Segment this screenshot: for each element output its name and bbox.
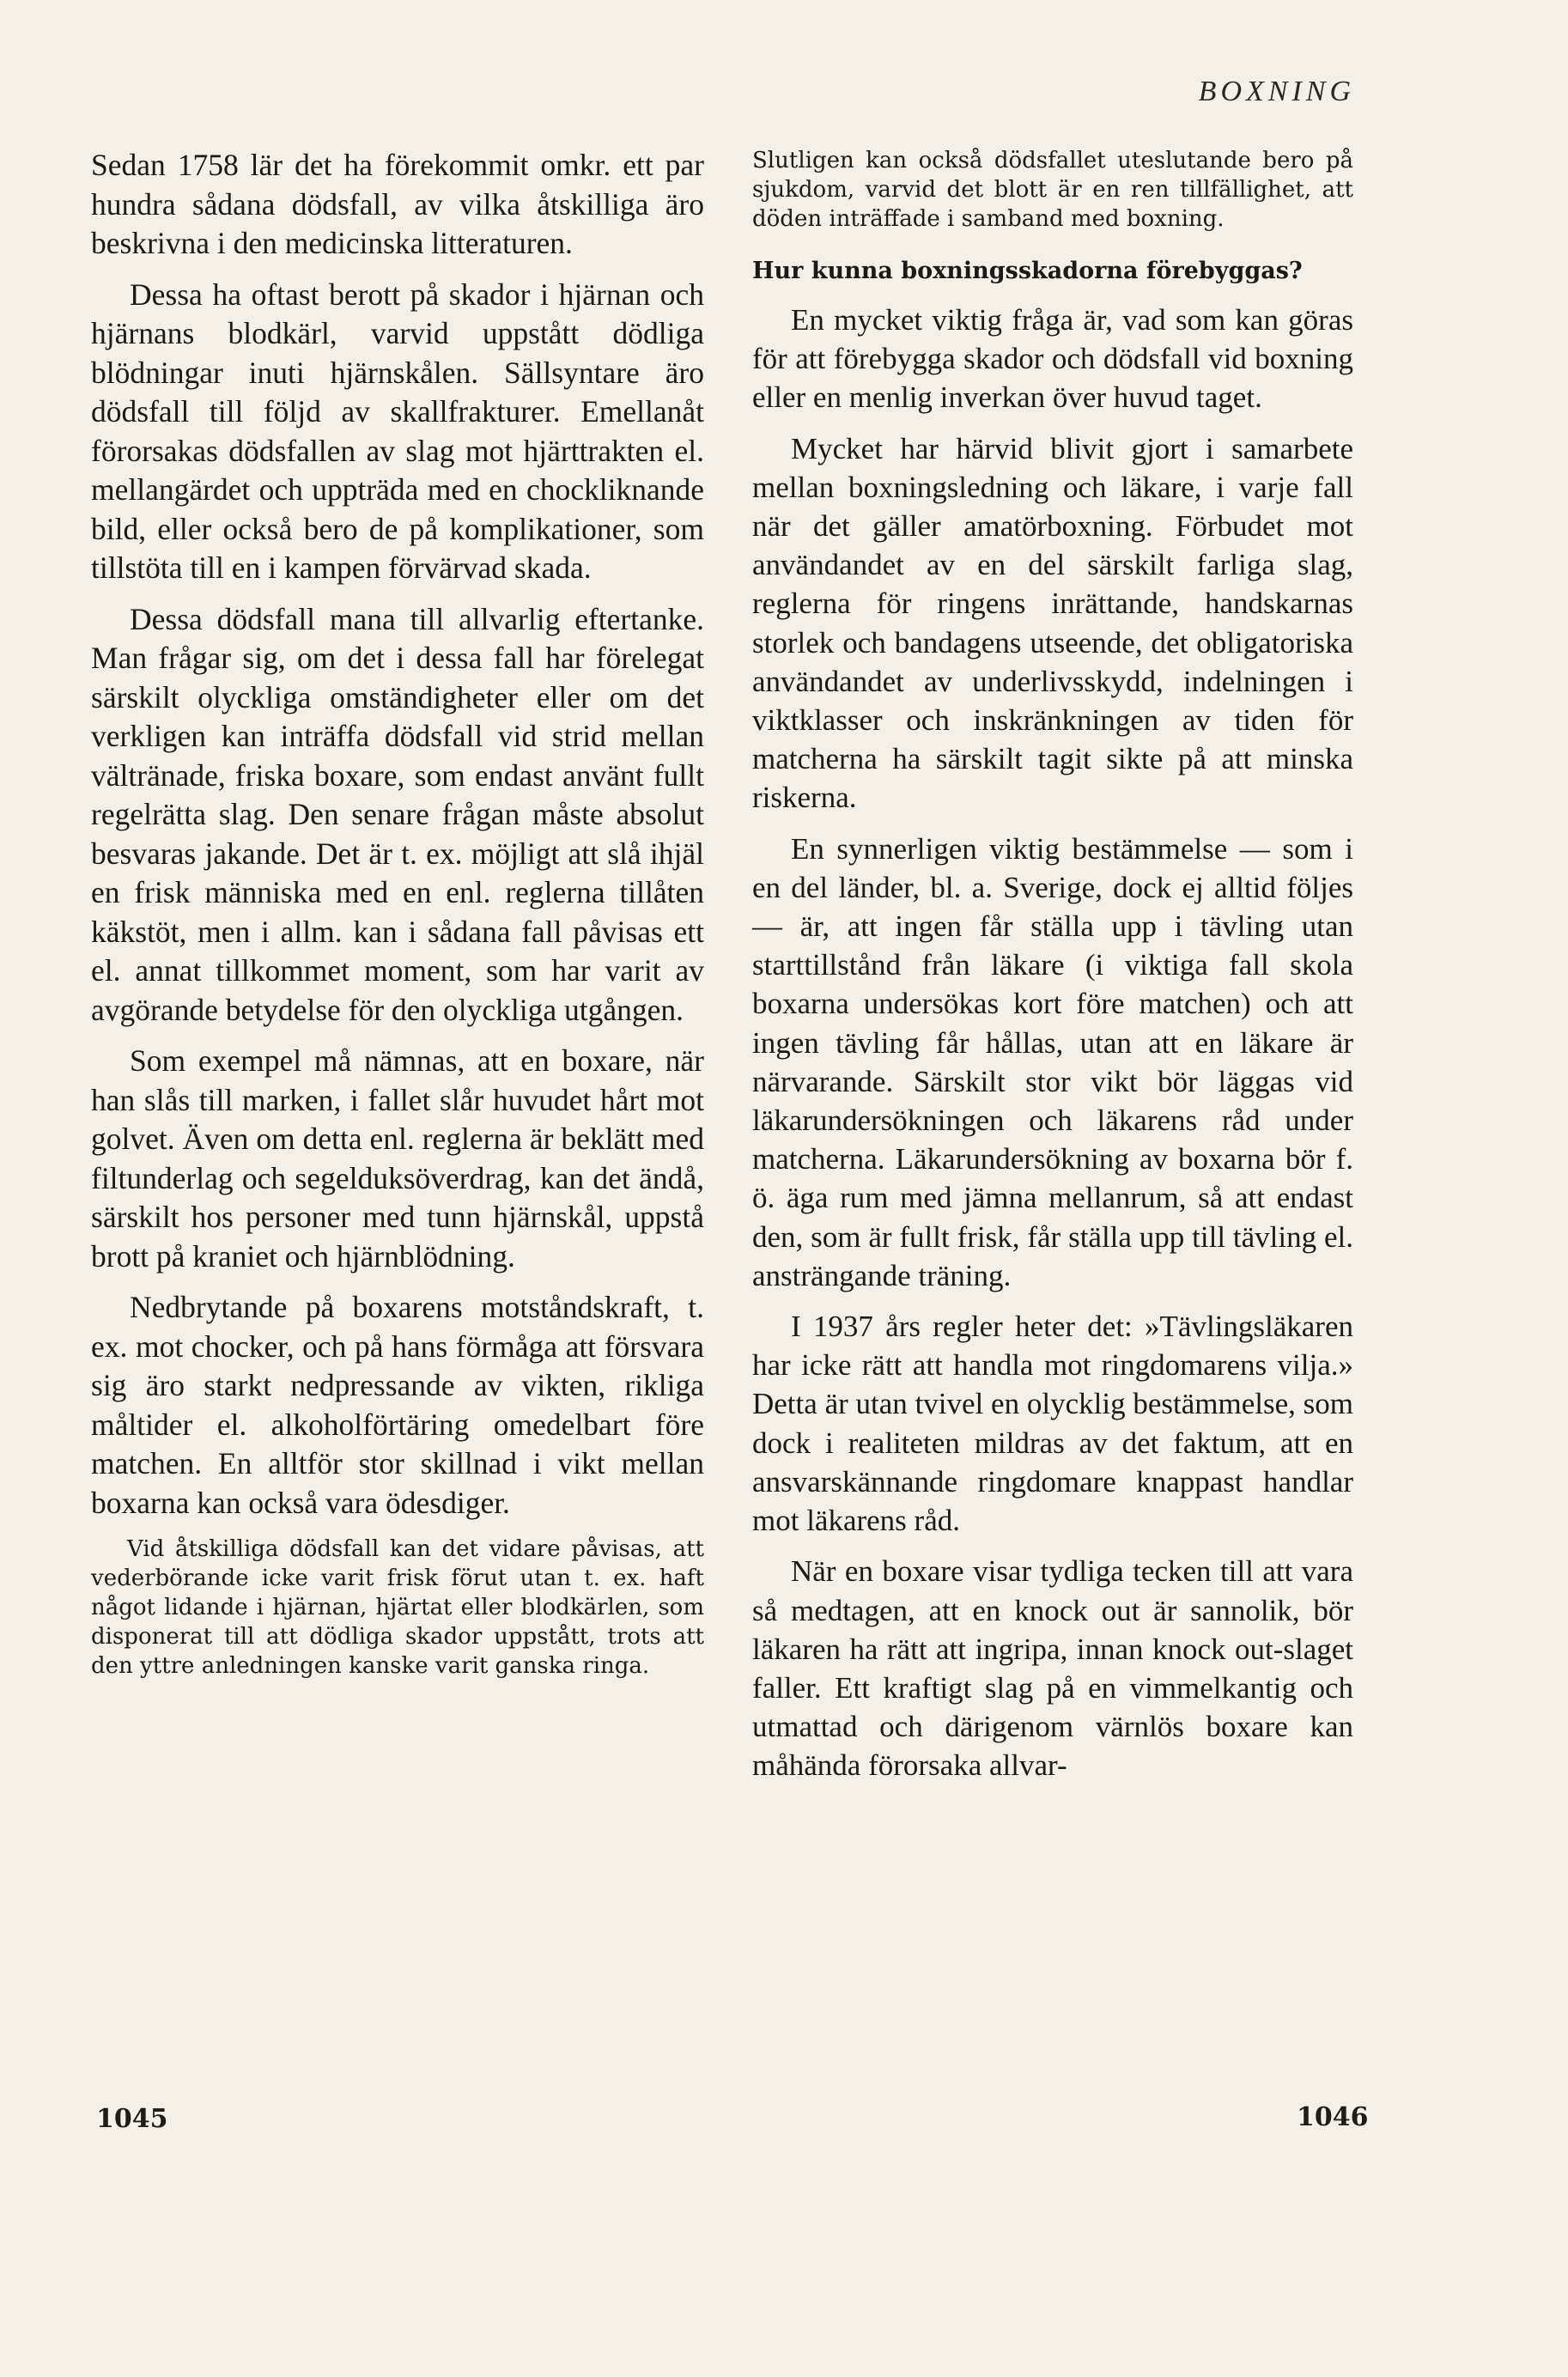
section-heading: Hur kunna boxningsskadorna förebyggas? xyxy=(752,258,1303,284)
paragraph: Som exempel må nämnas, att en boxare, när han slås till marken, i fallet slår huvudet hårt mot golvet. Även om detta enl. reglerna är beklätt med filtunderlag och segelduksöverdrag, kan det ändå, särskilt hos personer med tunn hjärnskål, uppstå brott på kraniet och hjärnblödning. xyxy=(91,1043,704,1274)
small-print-paragraph: Slutligen kan också dödsfallet uteslutande bero på sjukdom, varvid det blott är en ren tillfällighet, att döden inträffade i samband med boxning. xyxy=(752,148,1353,232)
running-title: BOXNING xyxy=(1198,76,1355,107)
left-column xyxy=(91,146,704,1693)
paragraph: Dessa ha oftast berott på skador i hjärnan och hjärnans blodkärl, varvid uppstått dödliga blödningar inuti hjärnskålen. Sällsyntare äro dödsfall till följd av skallfrakturer. Emellanåt förorsakas dödsfallen av slag mot hjärttrakten el. mellangärdet och uppträda med en chockliknande bild, eller också bero de på komplikationer, som tillstöta till en i kampen förvärvad skada. xyxy=(91,277,704,585)
paragraph: Nedbrytande på boxarens motståndskraft, t. ex. mot chocker, och på hans förmåga att försvara sig äro starkt nedpressande av vikten, rikliga måltider el. alkoholförtäring omedelbart före matchen. En alltför stor skillnad i vikt mellan boxarna kan också vara ödesdiger. xyxy=(91,1290,704,1520)
paragraph: En mycket viktig fråga är, vad som kan göras för att förebygga skador och dödsfall vid boxning eller en menlig inverkan över huvud taget. xyxy=(752,303,1353,415)
paragraph: När en boxare visar tydliga tecken till att vara så medtagen, att en knock out är sannolik, bör läkaren ha rätt att ingripa, innan knock out-slaget faller. Ett kraftigt slag på en vimmelkantig och utmattad och därigenom värnlös boxare kan måhända förorsaka allvar- xyxy=(752,1554,1353,1783)
paragraph: En synnerligen viktig bestämmelse — som i en del länder, bl. a. Sverige, dock ej alltid följes — är, att ingen får ställa upp i tävling utan starttillstånd från läkare (i viktiga fall skola boxarna undersökas kort före matchen) och att ingen tävling får hållas, utan att en läkare är närvarande. Särskilt stor vikt bör läggas vid läkarundersökningen och läkarens råd under matcherna. Läkarundersökning av boxarna bör f. ö. äga rum med jämna mellanrum, så att endast den, som är fullt frisk, får ställa upp till tävling el. ansträngande träning. xyxy=(752,831,1353,1292)
small-print-paragraph: Vid åtskilliga dödsfall kan det vidare påvisas, att vederbörande icke varit frisk förut utan t. ex. haft något lidande i hjärnan, hjärtat eller blodkärlen, som disponerat till att dödliga skador uppstått, trots att den yttre anledningen kanske varit ganska ringa. xyxy=(91,1536,704,1679)
page-number-right: 1046 xyxy=(1297,2102,1369,2132)
page-number-left: 1045 xyxy=(96,2104,168,2134)
paragraph: Sedan 1758 lär det ha förekommit omkr. ett par hundra sådana dödsfall, av vilka åtskilliga äro beskrivna i den medicinska litteraturen. xyxy=(91,148,704,260)
paragraph: Mycket har härvid blivit gjort i samarbete mellan boxningsledning och läkare, i varje fall när det gäller amatörboxning. Förbudet mot användandet av en del särskilt farliga slag, reglerna för ringens inrättande, handskarnas storlek och bandagens utseende, det obligatoriska användandet av underlivsskydd, indelningen i viktklasser och inskränkningen av tiden för matcherna ha särskilt tagit sikte på att minska riskerna. xyxy=(752,431,1353,815)
paragraph: I 1937 års regler heter det: »Tävlingsläkaren har icke rätt att handla mot ringdomarens vilja.» Detta är utan tvivel en olycklig bestämmelse, som dock i realiteten mildras av det faktum, att en ansvarskännande ringdomare knappast handlar mot läkarens råd. xyxy=(752,1310,1353,1538)
right-column xyxy=(752,146,1353,1797)
paragraph: Dessa dödsfall mana till allvarlig eftertanke. Man frågar sig, om det i dessa fall har förelegat särskilt olyckliga omständigheter eller om det verkligen kan inträffa dödsfall vid strid mellan vältränade, friska boxare, som endast använt fullt regelrätta slag. Den senare frågan måste absolut besvaras jakande. Det är t. ex. möjligt att slå ihjäl en frisk människa med en enl. reglerna tillåten käkstöt, men i allm. kan i sådana fall påvisas ett el. annat tillkommet moment, som har varit av avgörande betydelse för den olyckliga utgången. xyxy=(91,601,704,1027)
